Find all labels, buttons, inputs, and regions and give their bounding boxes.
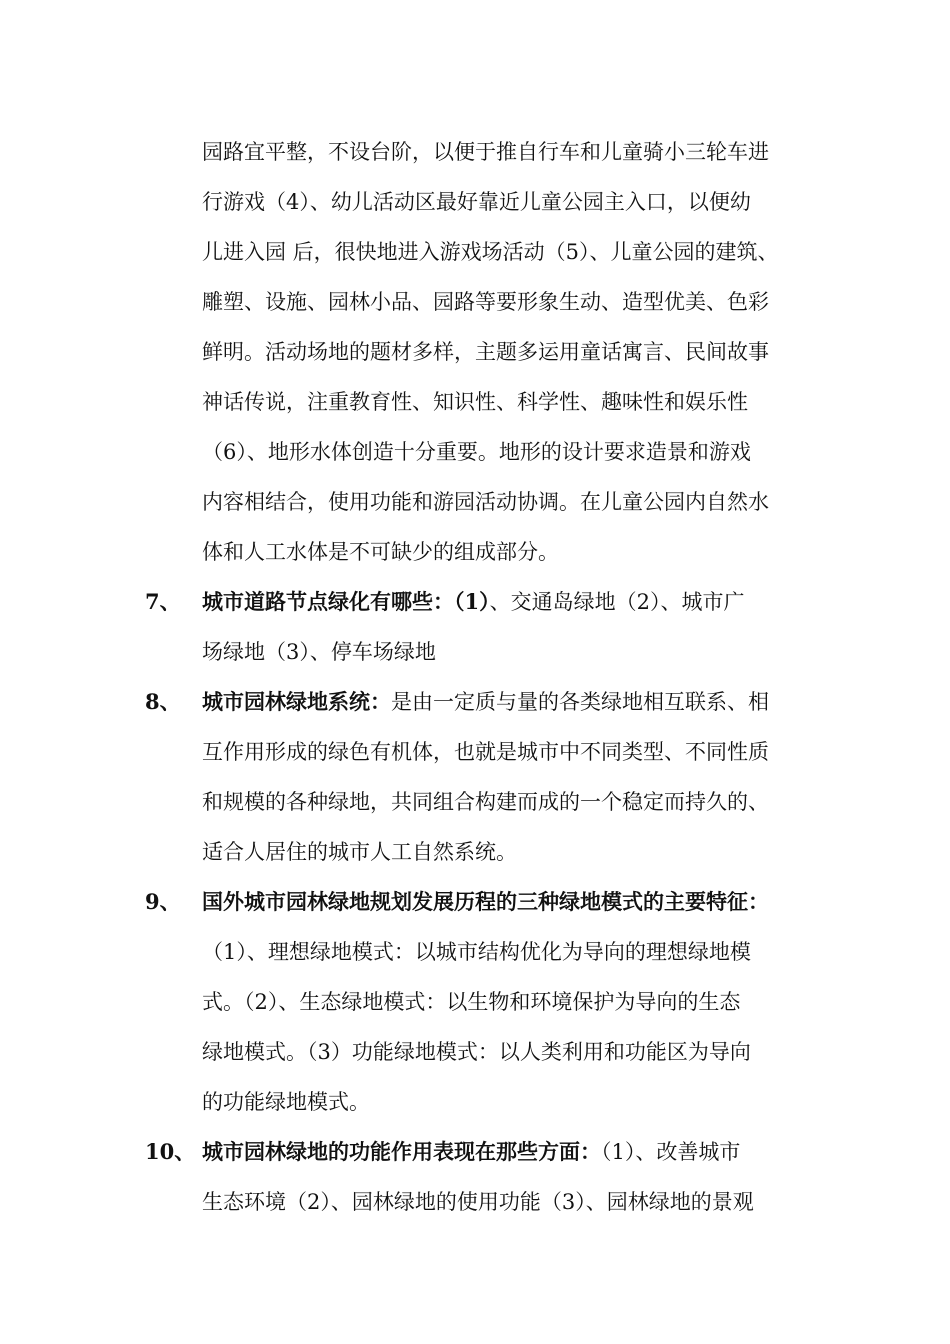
item-10-text: （1）、改善城市 <box>601 1140 741 1164</box>
item-8-line <box>202 687 769 717</box>
text-line: 场绿地（3）、停车场绿地 <box>202 640 436 664</box>
item-number: 10、 <box>145 1139 196 1164</box>
text-line: 生态环境（2）、园林绿地的使用功能（3）、园林绿地的景观 <box>202 1190 754 1214</box>
text-line: 行游戏（4）、幼儿活动区最好靠近儿童公园主入口，以便幼 <box>202 190 751 214</box>
item-10-line <box>202 1137 740 1167</box>
item-number: 7、 <box>145 589 181 614</box>
text-line: （1）、理想绿地模式：以城市结构优化为导向的理想绿地模 <box>202 940 751 964</box>
item-8-heading: 城市园林绿地系统： <box>202 689 391 714</box>
text-line: 鲜明。活动场地的题材多样，主题多运用童话寓言、民间故事 <box>202 340 769 364</box>
text-line: 的功能绿地模式。 <box>202 1090 370 1114</box>
text-line: 园路宜平整，不设台阶，以便于推自行车和儿童骑小三轮车进 <box>202 140 769 164</box>
text-line: 内容相结合，使用功能和游园活动协调。在儿童公园内自然水 <box>202 490 769 514</box>
item-9-heading: 国外城市园林绿地规划发展历程的三种绿地模式的主要特征： <box>202 889 769 914</box>
text-line: 神话传说，注重教育性、知识性、科学性、趣味性和娱乐性 <box>202 390 748 414</box>
text-line: （6）、地形水体创造十分重要。地形的设计要求造景和游戏 <box>202 440 751 464</box>
text-line: 式。（2）、生态绿地模式：以生物和环境保护为导向的生态 <box>202 990 741 1014</box>
text-line: 互作用形成的绿色有机体，也就是城市中不同类型、不同性质 <box>202 740 769 764</box>
text-line: 雕塑、设施、园林小品、园路等要形象生动、造型优美、色彩 <box>202 290 769 314</box>
item-number: 9、 <box>145 889 181 914</box>
item-8-text: 是由一定质与量的各类绿地相互联系、相 <box>391 690 769 714</box>
item-10-heading: 城市园林绿地的功能作用表现在那些方面： <box>202 1139 601 1164</box>
item-7-text: 、交通岛绿地（2）、城市广 <box>489 590 745 614</box>
text-line: 体和人工水体是不可缺少的组成部分。 <box>202 540 559 564</box>
text-line: 和规模的各种绿地，共同组合构建而成的一个稳定而持久的、 <box>202 790 769 814</box>
item-7-line <box>202 587 745 617</box>
text-line: 绿地模式。（3）功能绿地模式：以人类利用和功能区为导向 <box>202 1040 751 1064</box>
text-line: 适合人居住的城市人工自然系统。 <box>202 840 517 864</box>
text-line: 儿进入园 后，很快地进入游戏场活动（5）、儿童公园的建筑、 <box>202 240 779 264</box>
item-number: 8、 <box>145 689 181 714</box>
item-7-heading: 城市道路节点绿化有哪些：（1） <box>202 589 490 614</box>
